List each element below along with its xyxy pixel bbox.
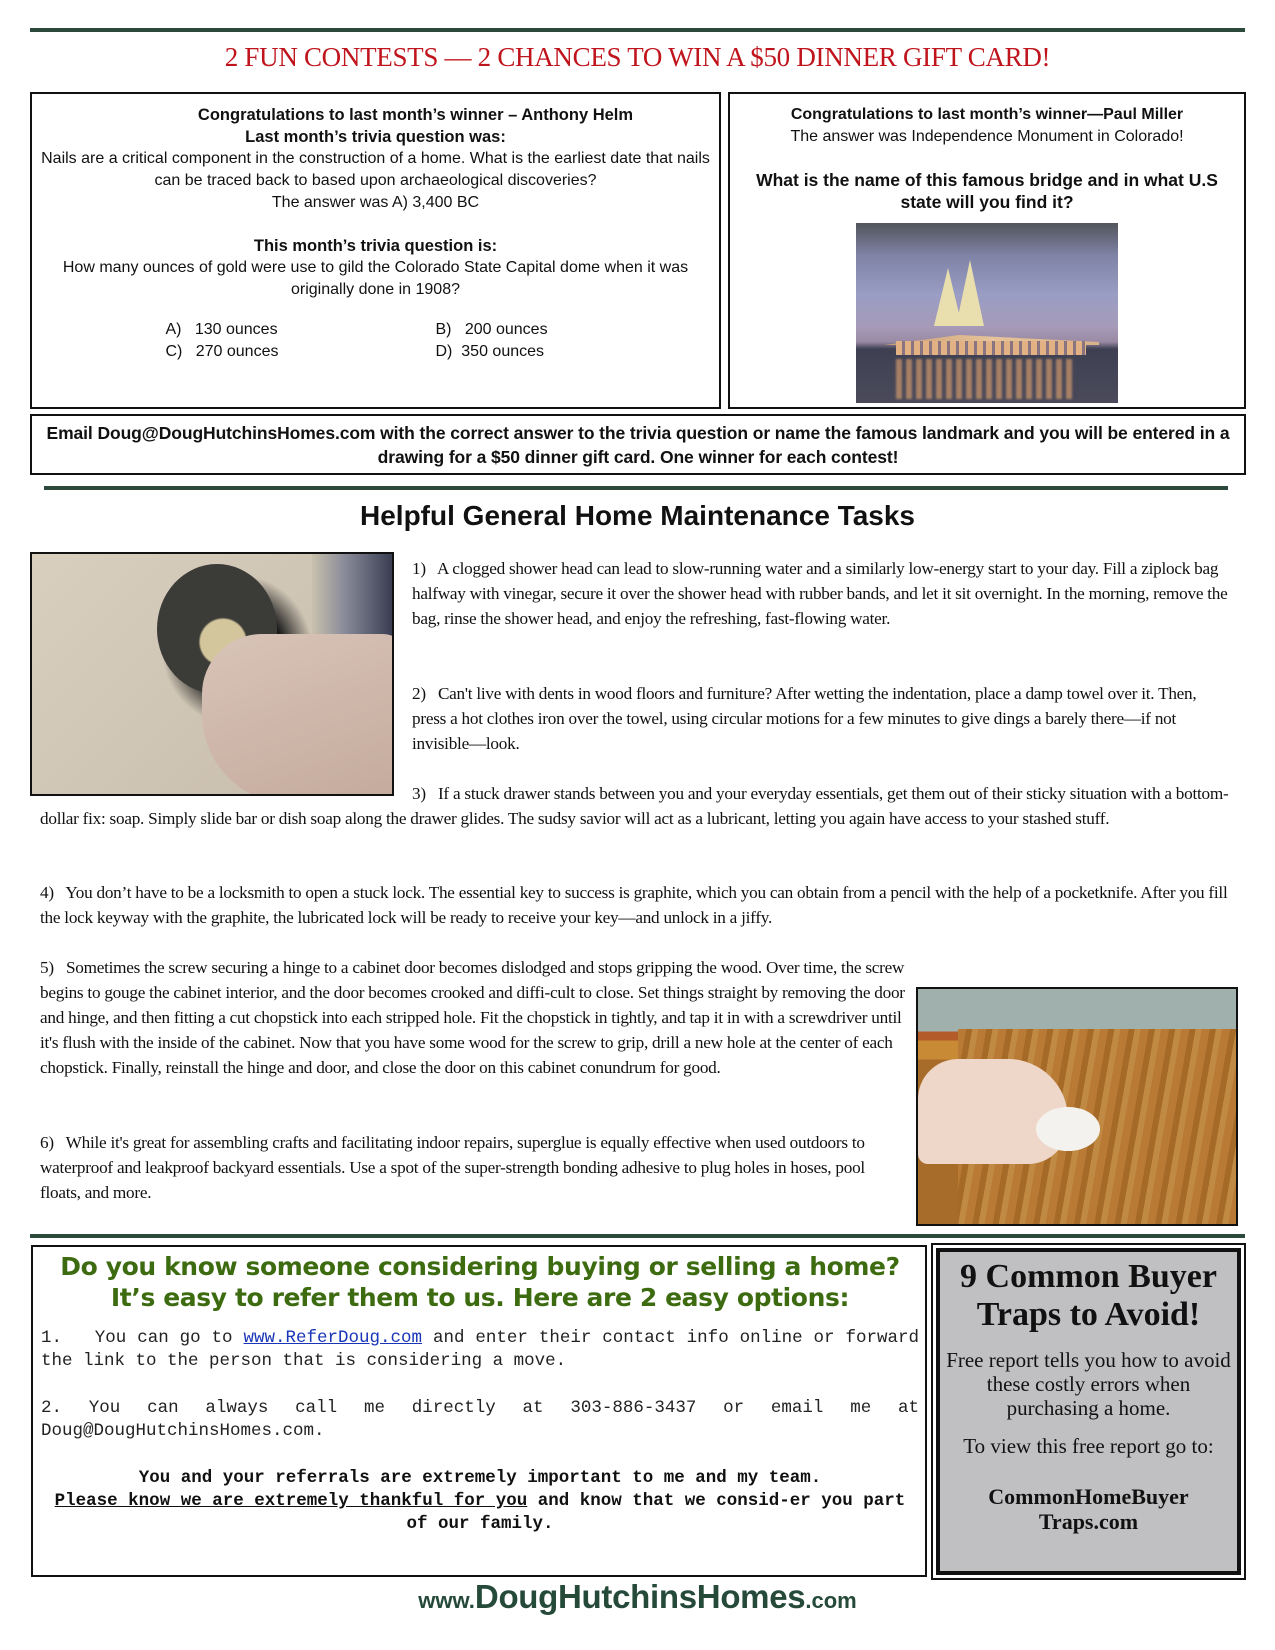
trivia-winner: Congratulations to last month’s winner – Anthony Helm	[197, 106, 634, 124]
referral-headline-1: Do you know someone considering buying or selling a home?	[60, 1252, 900, 1281]
option-d: D) 350 ounces	[435, 343, 545, 360]
lock-pencil-photo	[30, 552, 394, 796]
soap-drawer-photo	[916, 987, 1238, 1226]
landmark-contest-box	[728, 92, 1246, 409]
email-instructions: Email Doug@DougHutchinsHomes.com with the correct answer to the trivia question or name the famous landmark and you will be entered in a drawing for a $50 dinner gift card. One winner for each contest!	[46, 423, 1230, 467]
landmark-last-answer: The answer was Independence Monument in Colorado!	[790, 128, 1184, 145]
traps-description: Free report tells you how to avoid these costly errors when purchasing a home.	[946, 1348, 1231, 1420]
traps-title: 9 Common Buyer Traps to Avoid!	[960, 1258, 1217, 1333]
last-answer: The answer was A) 3,400 BC	[271, 194, 480, 211]
tip-1: 1) A clogged shower head can lead to slow-running water and a similarly low-energy start to your day. Fill a ziplock bag halfway with vinegar, secure it over the shower head with rubber bands, and let it sit overnight. In the morning, remove the bag, rinse the shower head, and enjoy the refreshing, fast-flowing water.	[412, 559, 1228, 628]
maintenance-title: Helpful General Home Maintenance Tasks	[360, 500, 915, 531]
referral-closing: You and your referrals are extremely important to me and my team. Please know we are extremely thankful for you and know that we consid-er you part of our family.	[54, 1468, 906, 1534]
last-question-label: Last month’s trivia question was:	[245, 128, 506, 146]
tip-2: 2) Can't live with dents in wood floors and furniture? After wetting the indentation, place a damp towel over it. Then, press a hot clothes iron over the towel, using circular motions for a few minutes to give dings a barely there—if not invisible—look.	[412, 684, 1197, 753]
contest-headline: 2 FUN CONTESTS — 2 CHANCES TO WIN A $50 DINNER GIFT CARD!	[224, 42, 1051, 72]
email-instructions-box	[30, 414, 1246, 475]
referral-headline-2: It’s easy to refer them to us. Here are 2 easy options:	[110, 1283, 850, 1312]
landmark-question: What is the name of this famous bridge and in what U.S state will you find it?	[756, 170, 1218, 212]
this-question-label: This month’s trivia question is:	[253, 237, 498, 255]
tip-5: 5) Sometimes the screw securing a hinge to a cabinet door becomes dislodged and stops gripping the wood. Over time, the screw begins to gouge the cabinet interior, and the door becomes crooked and diffi-cult to close. Set things straight by removing the door and hinge, and then fitting a cut chopstick into each stripped hole. Fit the chopstick in tightly, and tap it in with a screwdriver until it's flush with the inside of the cabinet. Now that you have some wood for the screw to grip, drill a new hole at the center of each chopstick. Finally, reinstall the hinge and door, and close the door on this cabinet conundrum for good.	[40, 958, 905, 1077]
referral-option-1: 1. You can go to www.ReferDoug.com and enter their contact info online or forward the link to the person that is considering a move.	[41, 1328, 919, 1371]
top-divider	[30, 28, 1245, 32]
tip-4: 4) You don’t have to be a locksmith to open a stuck lock. The essential key to success is graphite, which you can obtain from a pencil with the help of a pocketknife. After you fill the lock keyway with the graphite, the lubricated lock will be ready to receive your key—and unlock in a jiffy.	[40, 883, 1228, 927]
referral-option-2: 2. You can always call me directly at 303-886-3437 or email me at Doug@DougHutchinsHomes.com.	[41, 1398, 919, 1441]
answer-options	[32, 319, 719, 363]
tip-3: 3) If a stuck drawer stands between you and your everyday essentials, get them out of their sticky situation with a bottom-dollar fix: soap. Simply slide bar or dish soap along the drawer glides. The sudsy savior will act as a lubricant, letting you again have access to your stashed stuff.	[40, 784, 1229, 828]
tip-6: 6) While it's great for assembling crafts and facilitating indoor repairs, superglue is equally effective when used outdoors to waterproof and leakproof backyard essentials. Use a spot of the super-strength bonding adhesive to plug holes in hoses, pool floats, and more.	[40, 1133, 865, 1202]
landmark-winner: Congratulations to last month’s winner—Paul Miller	[790, 106, 1184, 123]
buyer-traps-ad	[931, 1243, 1246, 1580]
option-c: C) 270 ounces	[165, 343, 279, 360]
traps-url[interactable]: CommonHomeBuyer Traps.com	[988, 1484, 1189, 1534]
traps-cta: To view this free report go to:	[963, 1434, 1214, 1458]
refer-doug-link[interactable]: www.ReferDoug.com	[243, 1328, 423, 1348]
last-question: Nails are a critical component in the construction of a home. What is the earliest date that nails can be traced back to based upon archaeological discoveries?	[41, 150, 710, 189]
bridge-photo	[856, 223, 1118, 403]
option-a: A) 130 ounces	[165, 321, 278, 338]
middle-divider	[44, 486, 1228, 490]
footer-website[interactable]: www.DougHutchinsHomes.com	[418, 1578, 857, 1615]
this-question: How many ounces of gold were use to gild the Colorado State Capital dome when it was originally done in 1908?	[62, 259, 689, 298]
referral-box	[31, 1245, 927, 1577]
trivia-contest-box	[30, 92, 721, 409]
bottom-divider	[30, 1234, 1245, 1238]
option-b: B) 200 ounces	[435, 321, 548, 338]
